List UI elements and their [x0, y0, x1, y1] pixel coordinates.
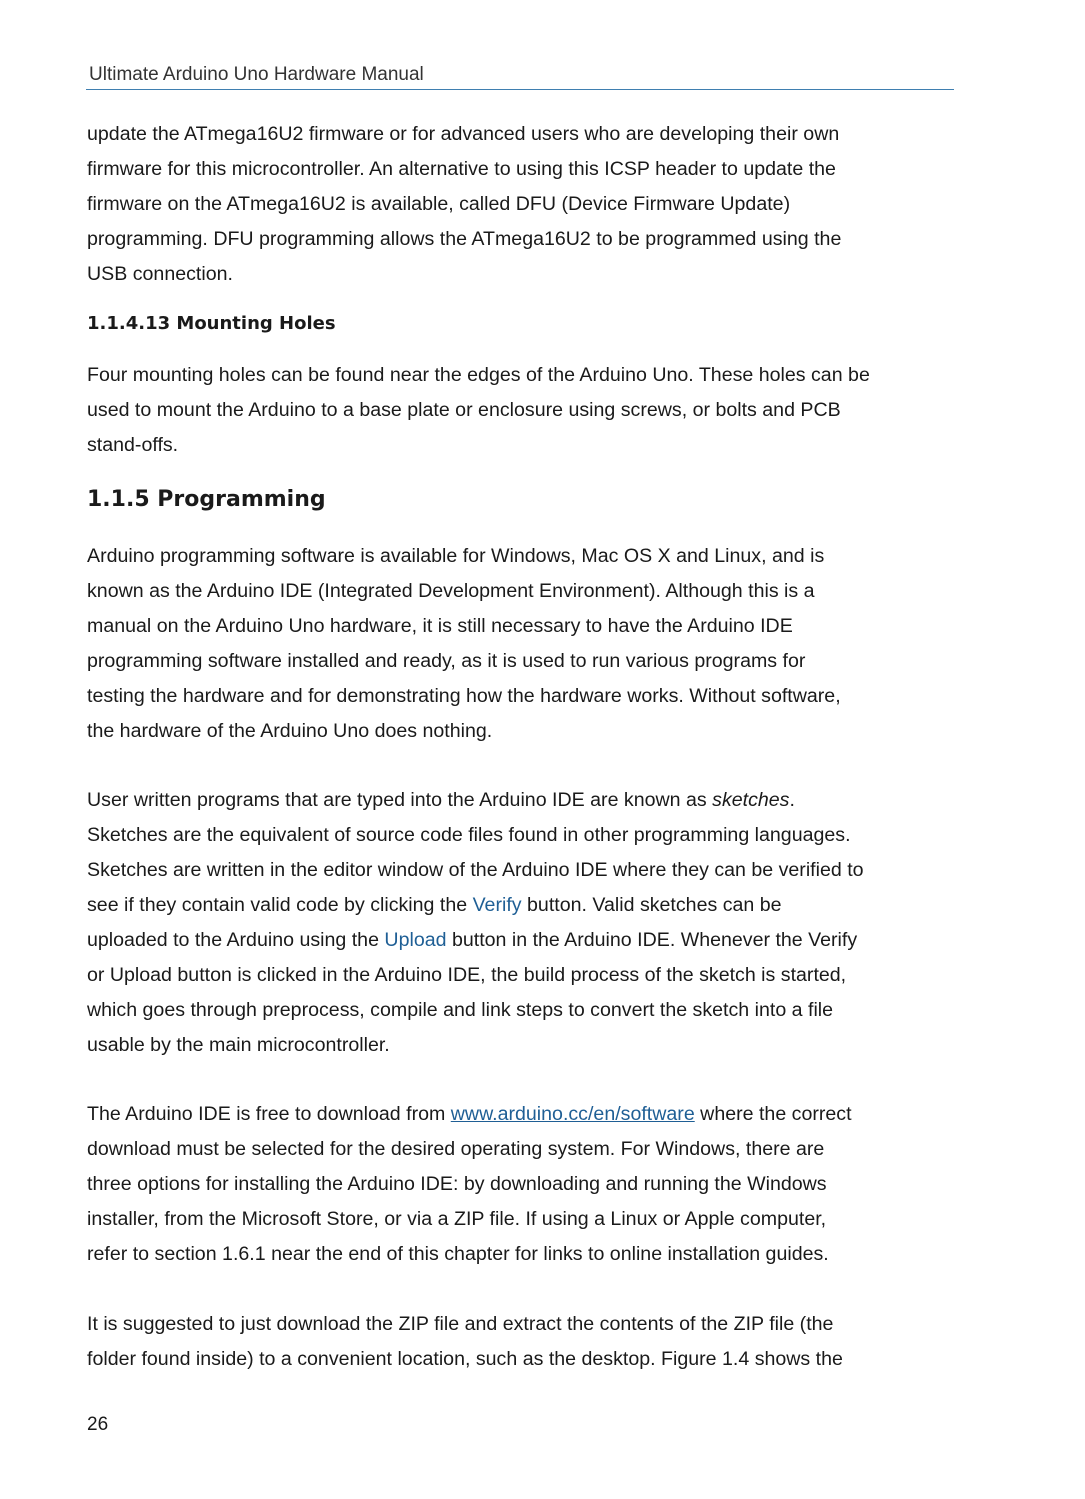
text-segment: refer to section 1.6.1 near the end of this chapter for links to online installation guides. — [87, 1243, 829, 1265]
text-line — [87, 1202, 852, 1237]
paragraph-zip — [87, 1307, 843, 1377]
text-line — [87, 853, 864, 888]
text-line — [87, 1307, 843, 1342]
text-line — [87, 1237, 852, 1272]
text-segment: installer, from the Microsoft Store, or via a ZIP file. If using a Linux or Apple computer, — [87, 1208, 827, 1230]
text-line — [87, 1342, 843, 1377]
text-line — [87, 888, 864, 923]
text-segment: update the ATmega16U2 firmware or for advanced users who are developing their own — [87, 123, 840, 145]
text-line — [87, 609, 841, 644]
text-segment: download must be selected for the desired operating system. For Windows, there are — [87, 1138, 825, 1160]
text-segment: programming software installed and ready, as it is used to run various programs for — [87, 650, 806, 672]
text-segment: the hardware of the Arduino Uno does nothing. — [87, 720, 493, 742]
text-line — [87, 574, 841, 609]
text-line — [87, 783, 864, 818]
text-segment: usable by the main microcontroller. — [87, 1034, 390, 1056]
heading-mounting-holes: 1.1.4.13 Mounting Holes — [87, 313, 336, 334]
text-segment: used to mount the Arduino to a base plate or enclosure using screws, or bolts and PCB — [87, 399, 841, 421]
text-segment: It is suggested to just download the ZIP file and extract the contents of the ZIP file (the — [87, 1313, 834, 1335]
text-segment: manual on the Arduino Uno hardware, it is still necessary to have the Arduino IDE — [87, 615, 793, 637]
text-line — [87, 679, 841, 714]
text-line — [87, 1132, 852, 1167]
text-segment: folder found inside) to a convenient location, such as the desktop. Figure 1.4 shows the — [87, 1348, 843, 1370]
text-line — [87, 358, 870, 393]
text-segment: Sketches are written in the editor window of the Arduino IDE where they can be verified to — [87, 859, 864, 881]
text-line — [87, 958, 864, 993]
text-line — [87, 644, 841, 679]
text-line — [87, 1097, 852, 1132]
button-name-ref: Upload — [384, 929, 447, 951]
text-segment: . — [789, 789, 795, 811]
header-rule — [86, 89, 954, 90]
text-segment: Sketches are the equivalent of source code files found in other programming languages. — [87, 824, 851, 846]
text-segment: testing the hardware and for demonstrating how the hardware works. Without software, — [87, 685, 841, 707]
paragraph-download — [87, 1097, 852, 1272]
paragraph-mounting-holes — [87, 358, 870, 463]
text-segment: Four mounting holes can be found near the edges of the Arduino Uno. These holes can be — [87, 364, 870, 386]
text-line — [87, 152, 841, 187]
text-line — [87, 714, 841, 749]
text-line — [87, 117, 841, 152]
text-line — [87, 818, 864, 853]
button-name-ref: Verify — [472, 894, 522, 916]
paragraph-sketches — [87, 783, 864, 1063]
text-segment: USB connection. — [87, 263, 233, 285]
text-segment: firmware for this microcontroller. An alternative to using this ICSP header to update the — [87, 158, 836, 180]
paragraph-ide-intro — [87, 539, 841, 749]
text-segment: or Upload button is clicked in the Arduino IDE, the build process of the sketch is started, — [87, 964, 847, 986]
running-header: Ultimate Arduino Uno Hardware Manual — [89, 64, 424, 85]
text-segment: see if they contain valid code by clicking the — [87, 894, 473, 916]
paragraph-icsp-dfu — [87, 117, 841, 292]
text-segment: where the correct — [694, 1103, 852, 1125]
text-line — [87, 539, 841, 574]
emphasis-text: sketches — [712, 789, 790, 811]
text-segment: The Arduino IDE is free to download from — [87, 1103, 451, 1125]
text-segment: Arduino programming software is available for Windows, Mac OS X and Linux, and is — [87, 545, 825, 567]
text-segment: which goes through preprocess, compile and link steps to convert the sketch into a file — [87, 999, 834, 1021]
text-line — [87, 393, 870, 428]
text-segment: uploaded to the Arduino using the — [87, 929, 385, 951]
text-line — [87, 428, 870, 463]
text-segment: button in the Arduino IDE. Whenever the Verify — [446, 929, 858, 951]
text-segment: firmware on the ATmega16U2 is available, called DFU (Device Firmware Update) — [87, 193, 791, 215]
text-segment: button. Valid sketches can be — [521, 894, 782, 916]
download-link[interactable]: www.arduino.cc/en/software — [450, 1103, 695, 1125]
text-segment: stand-offs. — [87, 434, 179, 456]
heading-programming: 1.1.5 Programming — [87, 487, 326, 512]
text-line — [87, 1167, 852, 1202]
text-line — [87, 1028, 864, 1063]
text-line — [87, 257, 841, 292]
text-segment: programming. DFU programming allows the ATmega16U2 to be programmed using the — [87, 228, 842, 250]
text-segment: three options for installing the Arduino IDE: by downloading and running the Windows — [87, 1173, 827, 1195]
text-line — [87, 222, 841, 257]
text-line — [87, 923, 864, 958]
text-segment: known as the Arduino IDE (Integrated Development Environment). Although this is a — [87, 580, 815, 602]
page-number: 26 — [87, 1414, 109, 1435]
text-line — [87, 187, 841, 222]
text-segment: User written programs that are typed into the Arduino IDE are known as — [87, 789, 713, 811]
text-line — [87, 993, 864, 1028]
